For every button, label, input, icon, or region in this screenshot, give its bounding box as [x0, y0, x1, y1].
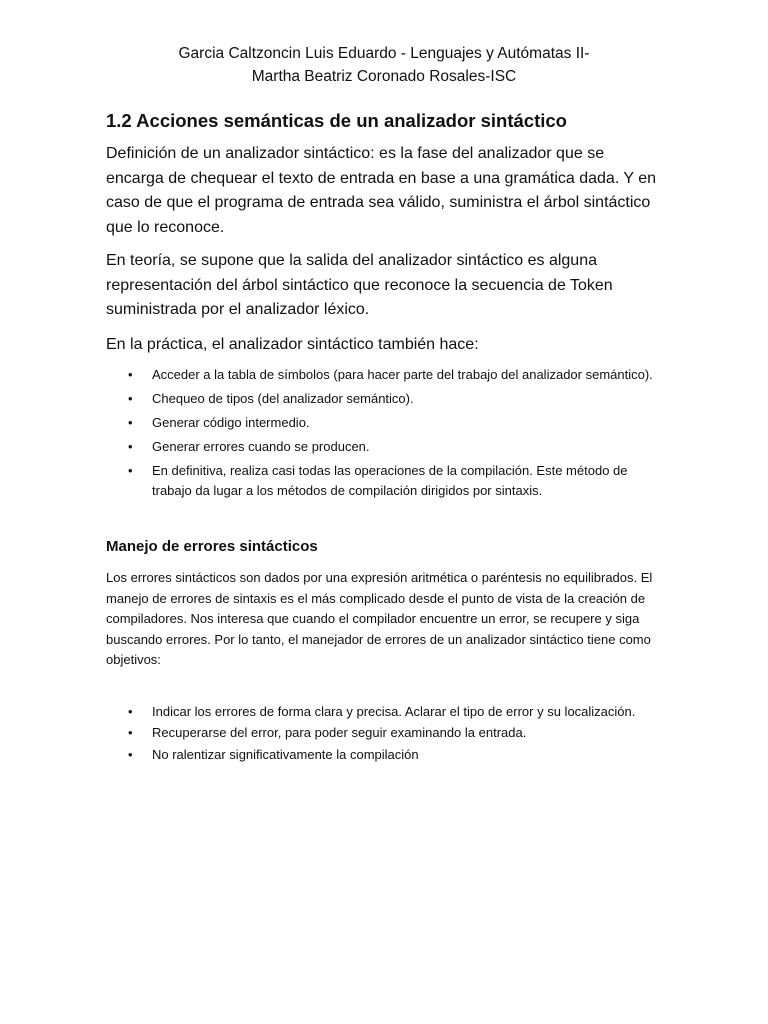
list-item	[106, 745, 662, 765]
section-1-paragraph-3: En la práctica, el analizador sintáctico también hace:	[106, 335, 479, 353]
section-1-paragraph-1: Definición de un analizador sintáctico: es la fase del analizador que se encarga de chequear el texto de entrada en base a una gramática dada. Y en caso de que el programa de entrada sea válido, suministra el árbol sintáctico que lo reconoce.	[106, 145, 657, 236]
list-item	[106, 365, 662, 385]
list-item-text: No ralentizar significativamente la compilación	[152, 746, 419, 762]
section-1-title: 1.2 Acciones semánticas de un analizador sintáctico	[106, 110, 567, 131]
bullet-icon: •	[128, 746, 133, 762]
list-item	[106, 461, 662, 500]
list-item-text: Generar código intermedio.	[152, 415, 310, 430]
section-1-paragraph-2: En teoría, se supone que la salida del analizador sintáctico es alguna representación del árbol sintáctico que reconoce la secuencia de Token suministrada por el analizador léxico.	[106, 252, 613, 318]
section-1-bullet-list	[106, 365, 662, 500]
list-item	[106, 437, 662, 457]
bullet-icon: •	[128, 439, 133, 454]
list-item-text: Chequeo de tipos (del analizador semántico).	[152, 391, 414, 406]
section-2-bullet-list	[106, 702, 662, 765]
list-item-text: En definitiva, realiza casi todas las operaciones de la compilación. Este método de trabajo da lugar a los métodos de compilación dirigidos por sintaxis.	[152, 463, 628, 498]
bullet-icon: •	[128, 367, 133, 382]
list-item-text: Generar errores cuando se producen.	[152, 439, 370, 454]
list-item	[106, 702, 662, 722]
bullet-icon: •	[128, 391, 133, 406]
list-item-text: Indicar los errores de forma clara y precisa. Aclarar el tipo de error y su localización.	[152, 703, 636, 719]
bullet-icon: •	[128, 415, 133, 430]
section-2-title: Manejo de errores sintácticos	[106, 538, 318, 555]
bullet-icon: •	[128, 725, 133, 740]
section-2-paragraph-1: Los errores sintácticos son dados por una expresión aritmética o paréntesis no equilibrados. El manejo de errores de sintaxis es el más complicado desde el punto de vista de la creación de compiladores. Nos interesa que cuando el compilador encuentre un error, se recupere y siga buscando errores. Por lo tanto, el manejador de errores de un analizador sintáctico tiene como objetivos:	[106, 570, 653, 667]
list-item	[106, 389, 662, 409]
header-line-2: Martha Beatriz Coronado Rosales-ISC	[251, 68, 517, 85]
bullet-icon: •	[128, 463, 133, 478]
bullet-icon: •	[128, 703, 133, 719]
header-line-1: Garcia Caltzoncin Luis Eduardo - Lenguajes y Autómatas II-	[178, 45, 590, 62]
list-item-text: Acceder a la tabla de símbolos (para hacer parte del trabajo del analizador semántico).	[152, 367, 653, 382]
list-item	[106, 413, 662, 433]
list-item-text: Recuperarse del error, para poder seguir examinando la entrada.	[152, 725, 527, 740]
list-item	[106, 723, 662, 743]
document-header	[106, 0, 662, 88]
